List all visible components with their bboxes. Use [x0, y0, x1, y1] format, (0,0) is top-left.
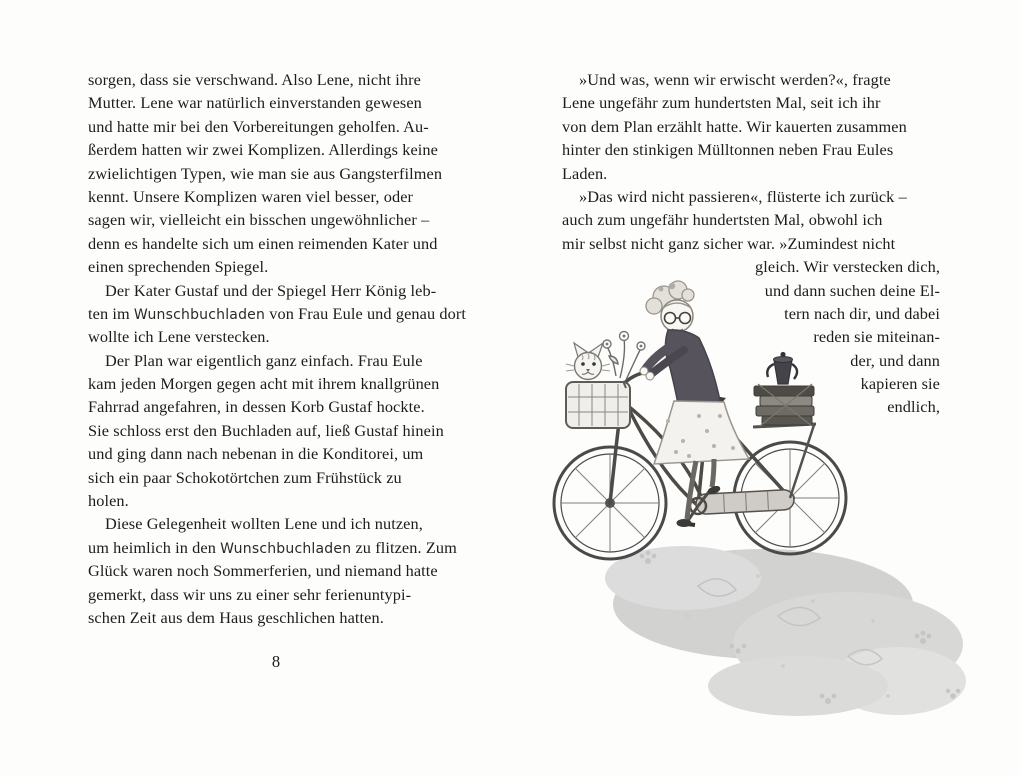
rear-rack: [753, 352, 816, 498]
hair-flower: [669, 283, 675, 289]
text-line: um heimlich in den Wunschbuchladen zu flitzen. Zum: [88, 537, 457, 557]
text-line: Diese Gelegenheit wollten Lene und ich nutzen,: [105, 514, 423, 534]
text-line: von dem Plan erzählt hatte. Wir kauerten zusammen: [562, 116, 907, 136]
text-line: kennt. Unsere Komplizen waren viel besser, oder: [88, 186, 414, 206]
text-line: denn es handelte sich um einen reimenden Kater und: [88, 233, 438, 253]
text-line: holen.: [88, 491, 129, 511]
text-line: Glück waren noch Sommerferien, und niemand hatte: [88, 561, 438, 581]
text-line: ten im Wunschbuchladen von Frau Eule und genau dort: [88, 303, 467, 323]
coffee-pot: [767, 352, 797, 384]
text-line: »Das wird nicht passieren«, flüsterte ich zurück –: [579, 186, 907, 206]
text-line: wollte ich Lene verstecken.: [88, 327, 270, 347]
text-line: Lene ungefähr zum hundertsten Mal, seit ich ihr: [562, 93, 881, 113]
text-line: auch zum ungefähr hundertsten Mal, obwohl ich: [562, 210, 883, 230]
paragraph: [88, 349, 464, 513]
text-line: Der Kater Gustaf und der Spiegel Herr König leb-: [105, 280, 437, 300]
text-line: »Und was, wenn wir erwischt werden?«, fragte: [579, 70, 891, 89]
text-line: tern nach dir, und dabei: [784, 303, 940, 323]
text-line: Fahrrad angefahren, in dessen Korb Gustaf hockte.: [88, 397, 425, 417]
text-line: Sie schloss erst den Buchladen auf, ließ Gustaf hinein: [88, 420, 444, 440]
left-page-text: [88, 68, 467, 629]
illustration-woman-on-bicycle: [528, 256, 968, 726]
text-line: zwielichtigen Typen, wie man sie aus Gangsterfilmen: [88, 163, 443, 183]
text-line: und hatte mir bei den Vorbereitungen geholfen. Au-: [88, 116, 429, 136]
text-line: endlich,: [887, 397, 940, 417]
text-line: sagen wir, vielleicht ein bisschen ungewöhnlicher –: [88, 210, 430, 230]
text-line: gleich. Wir verstecken dich,: [755, 257, 940, 277]
text-line: Mutter. Lene war natürlich einverstanden gewesen: [88, 93, 422, 113]
text-line: Der Plan war eigentlich ganz einfach. Frau Eule: [105, 350, 423, 370]
text-line: hinter den stinkigen Mülltonnen neben Frau Eules: [562, 140, 894, 160]
script-word-wunschbuchladen: Wunschbuchladen: [220, 540, 352, 557]
skirt: [654, 401, 749, 464]
text-line: der, und dann: [850, 350, 940, 370]
illustration-svg: [528, 256, 968, 726]
book-stack: [754, 386, 814, 425]
text-line: sorgen, dass sie verschwand. Also Lene, nicht ihre: [88, 70, 421, 89]
paragraph: [88, 68, 464, 279]
text-line: schen Zeit aus dem Haus geschlichen hatten.: [88, 607, 384, 627]
shoe: [677, 519, 692, 527]
text-line: ßerdem hatten wir zwei Komplizen. Allerdings keine: [88, 140, 438, 160]
text-line: und dann suchen deine El-: [764, 280, 940, 300]
text-line: sich ein paar Schokotörtchen zum Frühstück zu: [88, 467, 402, 487]
cat-gustaf: [566, 343, 610, 380]
text-line: reden sie miteinan-: [813, 327, 940, 347]
woman-frau-eule: [640, 281, 749, 527]
paragraph: [88, 512, 464, 629]
text-line: gemerkt, dass wir uns zu einer sehr ferienuntypi-: [88, 584, 412, 604]
page-number: 8: [271, 652, 281, 671]
text-line: mir selbst nicht ganz sicher war. »Zumindest nicht: [562, 233, 896, 253]
text-line: kapieren sie: [860, 374, 940, 394]
text-line: kam jeden Morgen gegen acht mit ihrem knallgrünen: [88, 374, 440, 394]
basket: [566, 381, 630, 428]
script-word-wunschbuchladen: Wunschbuchladen: [133, 306, 266, 323]
paragraph: [88, 279, 467, 349]
paragraph: [562, 68, 940, 185]
text-line: einen sprechenden Spiegel.: [88, 257, 269, 277]
floral-shadow: [605, 546, 966, 716]
text-line: Laden.: [562, 163, 608, 183]
text-line: und ging dann nach nebenan in die Konditorei, um: [88, 444, 424, 464]
